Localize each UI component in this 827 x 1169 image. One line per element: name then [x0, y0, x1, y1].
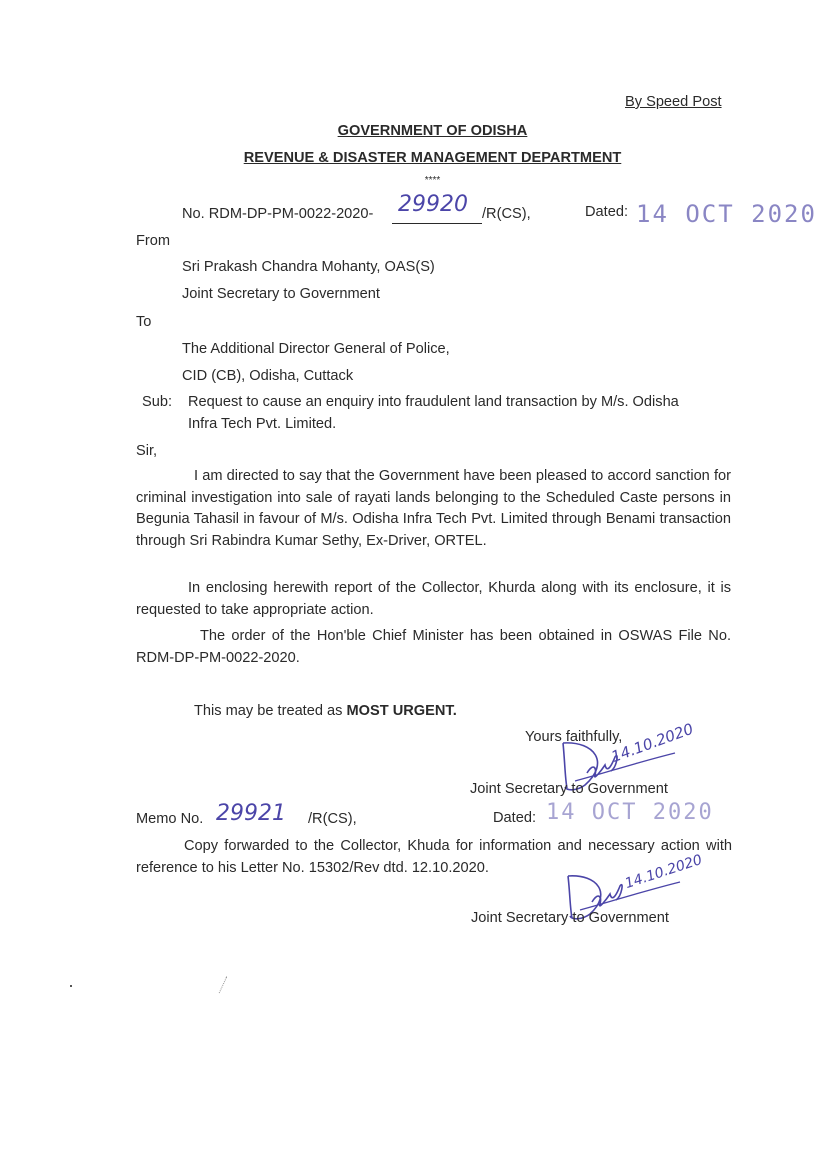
letter-number-handwritten: 29920 — [398, 192, 468, 217]
letter-number-underline — [392, 223, 482, 224]
urgency-line — [194, 703, 457, 719]
scan-mark — [219, 977, 237, 998]
salutation: Sir, — [136, 443, 158, 459]
memo-prefix: Memo No. — [136, 811, 204, 827]
signature-2-date: 14.10.2020 — [623, 852, 705, 892]
letter-number-suffix: /R(CS), — [482, 206, 531, 222]
closing-designation: Joint Secretary to Government — [470, 781, 668, 797]
body-paragraph-2: In enclosing herewith report of the Collector, Khurda along with its enclosure, it is requested to take appropriate action. — [136, 580, 731, 618]
letter-number-prefix: No. RDM-DP-PM-0022-2020- — [182, 206, 374, 222]
subject-line-2: Infra Tech Pvt. Limited. — [188, 416, 337, 432]
from-label: From — [136, 233, 171, 249]
memo-suffix: /R(CS), — [308, 811, 357, 827]
header-government: GOVERNMENT OF ODISHA — [337, 123, 528, 139]
from-designation: Joint Secretary to Government — [182, 286, 380, 302]
subject-label: Sub: — [142, 394, 173, 410]
urgency-prefix: This may be treated as — [194, 703, 347, 719]
from-name: Sri Prakash Chandra Mohanty, OAS(S) — [182, 259, 435, 275]
scan-speck — [70, 985, 72, 987]
body-paragraph-1: I am directed to say that the Government have been pleased to accord sanction for criminal investigation into sale of rayati lands belonging to the Scheduled Caste persons in Begunia Tahasil in favour of M/s. Odisha Infra Tech Pvt. Limited through Benami transaction through Sri Rabindra Kumar Sethy, Ex-Driver, ORTEL. — [136, 468, 731, 549]
to-line-2: CID (CB), Odisha, Cuttack — [182, 368, 354, 384]
memo-text: Copy forwarded to the Collector, Khuda for information and necessary action with reference to his Letter No. 15302/Rev dtd. 12.10.2020. — [136, 838, 732, 876]
memo-handwritten-number: 29921 — [216, 801, 286, 826]
memo-dated-label: Dated: — [493, 810, 536, 826]
subject-line-1: Request to cause an enquiry into fraudulent land transaction by M/s. Odisha — [188, 394, 679, 410]
to-line-1: The Additional Director General of Police, — [182, 341, 450, 357]
dispatch-mode: By Speed Post — [625, 94, 722, 110]
memo-date-stamp: 14 OCT 2020 — [546, 800, 714, 825]
urgency-emphasis: MOST URGENT. — [346, 703, 457, 719]
header-department: REVENUE & DISASTER MANAGEMENT DEPARTMENT — [243, 150, 622, 166]
header-stars: **** — [424, 175, 441, 186]
yours-faithfully: Yours faithfully, — [525, 729, 623, 745]
dated-label: Dated: — [585, 204, 628, 220]
memo-designation: Joint Secretary to Government — [471, 910, 669, 926]
to-label: To — [136, 314, 152, 330]
signature-1-date: 14.10.2020 — [608, 719, 696, 766]
date-stamp: 14 OCT 2020 — [636, 200, 817, 228]
body-paragraph-3: The order of the Hon'ble Chief Minister has been obtained in OSWAS File No. RDM-DP-PM-0022-2020. — [136, 628, 731, 666]
